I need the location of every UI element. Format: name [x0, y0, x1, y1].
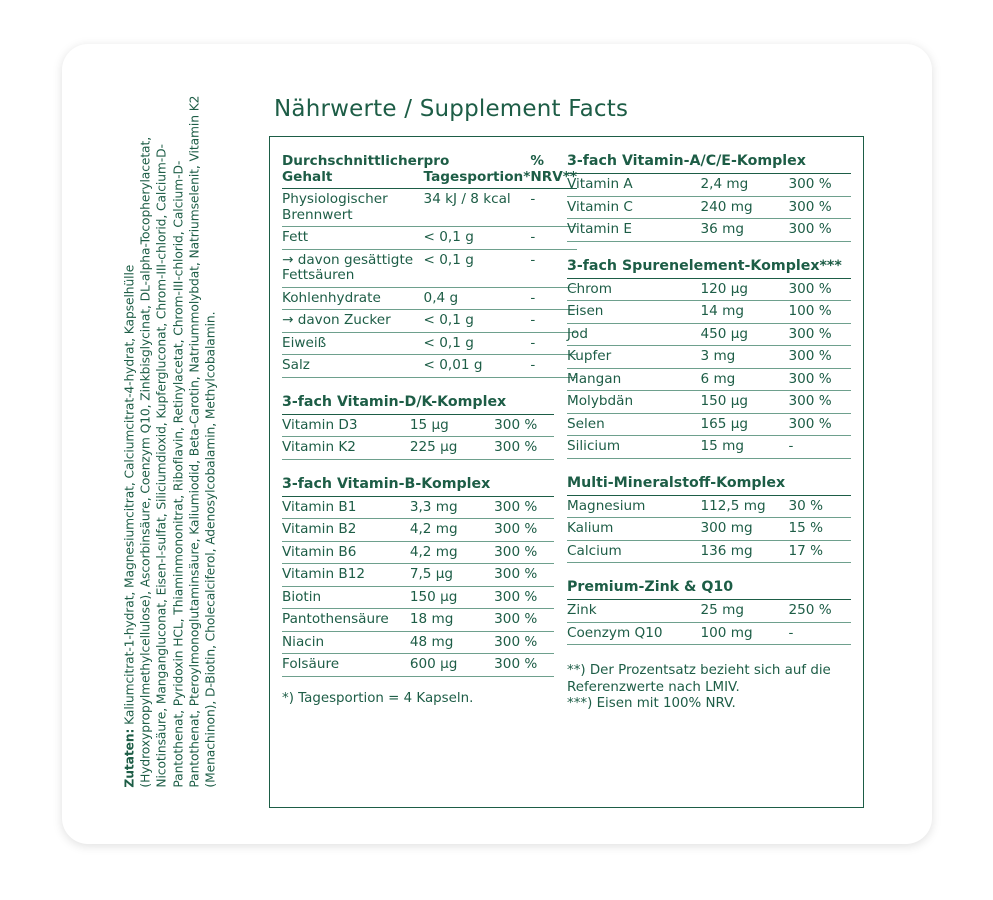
nutrient-amount: < 0,1 g [424, 332, 531, 355]
nutrient-amount: 6 mg [700, 368, 788, 391]
nutrient-amount: < 0,1 g [424, 249, 531, 287]
nutrient-nrv: 300 % [494, 609, 554, 632]
nutrient-amount: 14 mg [700, 301, 788, 324]
table-row [567, 196, 851, 219]
table-row [567, 174, 851, 196]
nutrient-amount: 34 kJ / 8 kcal [424, 189, 531, 227]
footnote-iron: ***) Eisen mit 100% NRV. [567, 696, 736, 711]
nutrient-name: Silicium [567, 436, 700, 459]
group-spacer [282, 378, 554, 392]
nutrient-nrv: 300 % [789, 219, 852, 242]
table-row [567, 496, 851, 518]
nutrient-nrv: 300 % [789, 196, 852, 219]
supplement-label-card [62, 44, 932, 844]
table-row [282, 437, 554, 460]
nutrient-nrv: 300 % [789, 346, 852, 369]
group-table [282, 497, 554, 677]
table-row [567, 368, 851, 391]
nutrient-name: Vitamin A [567, 174, 700, 196]
table-row [567, 323, 851, 346]
nutrient-nrv: 300 % [789, 174, 852, 196]
nutrient-amount: 225 µg [410, 437, 494, 460]
nutrient-nrv: - [530, 189, 577, 227]
nutrient-nrv: 30 % [789, 496, 852, 518]
footnote-nrv: **) Der Prozentsatz bezieht sich auf die Referenzwerte nach LMIV. [567, 663, 831, 695]
header-col-nutrient: Durchschnittlicher Gehalt [282, 151, 424, 189]
footnote-daily-portion: *) Tagesportion = 4 Kapseln. [282, 690, 474, 706]
nutrient-amount: 3 mg [700, 346, 788, 369]
nutrient-amount: < 0,01 g [424, 355, 531, 378]
nutrient-name: Eisen [567, 301, 700, 324]
nutrient-nrv: - [789, 436, 852, 459]
nutrient-name: → davon Zucker [282, 310, 424, 333]
nutrient-name: Chrom [567, 279, 700, 301]
nutrient-nrv: 300 % [494, 586, 554, 609]
nutrient-amount: 0,4 g [424, 287, 531, 310]
table-header-row [282, 151, 577, 189]
nutrient-name: Vitamin B6 [282, 541, 410, 564]
group-spacer [567, 563, 851, 577]
group-spacer [282, 460, 554, 474]
group-table [567, 279, 851, 459]
header-col-nrv: % NRV** [530, 151, 577, 189]
nutrient-nrv: - [789, 622, 852, 645]
group-heading: 3-fach Vitamin-D/K-Komplex [282, 392, 554, 415]
nutrient-nrv: 300 % [494, 654, 554, 677]
table-row [282, 332, 577, 355]
nutrient-name: Kupfer [567, 346, 700, 369]
group-spacer [567, 459, 851, 473]
nutrient-amount: 150 µg [700, 391, 788, 414]
nutrient-amount: 136 mg [700, 540, 788, 563]
nutrient-amount: 240 mg [700, 196, 788, 219]
nutrient-name: Pantothensäure [282, 609, 410, 632]
table-row [282, 287, 577, 310]
nutrient-name: Calcium [567, 540, 700, 563]
nutrient-nrv: 300 % [789, 323, 852, 346]
table-row [567, 391, 851, 414]
nutrient-name: Salz [282, 355, 424, 378]
nutrient-amount: 48 mg [410, 631, 494, 654]
nutrient-name: Kalium [567, 518, 700, 541]
nutrient-amount: 18 mg [410, 609, 494, 632]
ingredients-text [121, 88, 218, 788]
nutrient-amount: < 0,1 g [424, 227, 531, 250]
nutrient-nrv: 300 % [789, 279, 852, 301]
group-table [567, 496, 851, 564]
nutrient-name: Selen [567, 413, 700, 436]
nutrient-name: Physiologischer Brennwert [282, 189, 424, 227]
nutrient-name: Vitamin K2 [282, 437, 410, 460]
group-heading: 3-fach Spurenelement-Komplex*** [567, 256, 851, 279]
table-row [282, 227, 577, 250]
table-row [282, 631, 554, 654]
nutrient-nrv: 300 % [494, 497, 554, 519]
nutrient-nrv: 300 % [789, 413, 852, 436]
nutrient-nrv: 300 % [494, 437, 554, 460]
nutrient-name: → davon gesättigte Fettsäuren [282, 249, 424, 287]
header-col-amount: pro Tagesportion* [424, 151, 531, 189]
nutrient-nrv: - [530, 310, 577, 333]
nutrient-name: Molybdän [567, 391, 700, 414]
group-table [567, 174, 851, 242]
table-row [282, 519, 554, 542]
table-row [567, 518, 851, 541]
nutrient-amount: 112,5 mg [700, 496, 788, 518]
table-row [282, 586, 554, 609]
nutrient-amount: 3,3 mg [410, 497, 494, 519]
nutrient-nrv: - [530, 227, 577, 250]
nutrient-name: Mangan [567, 368, 700, 391]
table-row [282, 654, 554, 677]
nutrient-name: Vitamin C [567, 196, 700, 219]
nutrient-amount: 15 µg [410, 415, 494, 437]
ingredients-body: Kaliumcitrat-1-hydrat, Magnesiumcitrat, Calciumcitrat-4-hydrat, Kapselhülle (Hydroxypropylmethylcellulose), Ascorbinsäure, Coenzym Q10, Zinkbisglycinat, DL-alpha-Tocopherylacetat, Nicotinsäure, Mangangluconat, Eisen-l-sulfat, Siliciumdioxid, Kupfergluconat, Chrom-III-chlorid, Calcium-D-Pantothenat, Pyridoxin HCL, Thiaminmononitrat, Riboflavin, Retinylacetat, Chrom-III-chlorid, Calcium-D-Pantothenat, Pteroylmonoglutaminsäure, Kaliumiodid, Beta-Carotin, Natriummolybdat, Natriumselenit, Vitamin K2 (Menachinon), D-Biotin, Cholecalciferol, Adenosylcobalamin, Methylcobalamin. [122, 95, 218, 788]
table-row [282, 497, 554, 519]
nutrient-amount: 4,2 mg [410, 519, 494, 542]
nutrient-name: Vitamin B2 [282, 519, 410, 542]
nutrient-amount: 450 µg [700, 323, 788, 346]
nutrient-amount: 7,5 µg [410, 564, 494, 587]
group-heading: Multi-Mineralstoff-Komplex [567, 473, 851, 496]
nutrient-nrv: - [530, 332, 577, 355]
table-row [567, 346, 851, 369]
nutrient-amount: 2,4 mg [700, 174, 788, 196]
table-row [282, 609, 554, 632]
table-row [282, 541, 554, 564]
facts-right-column [567, 151, 851, 713]
facts-left-column [282, 151, 577, 707]
nutrient-name: Zink [567, 600, 700, 622]
nutrient-nrv: 300 % [494, 631, 554, 654]
nutrient-name: Vitamin B12 [282, 564, 410, 587]
nutrient-name: Vitamin D3 [282, 415, 410, 437]
nutrient-nrv: 300 % [789, 391, 852, 414]
group-heading: 3-fach Vitamin-A/C/E-Komplex [567, 151, 851, 174]
table-row [567, 413, 851, 436]
nutrient-nrv: 15 % [789, 518, 852, 541]
nutrient-name: Folsäure [282, 654, 410, 677]
table-row [567, 622, 851, 645]
nutrient-nrv: 17 % [789, 540, 852, 563]
nutrient-nrv: - [530, 249, 577, 287]
nutrient-nrv: 300 % [494, 415, 554, 437]
table-row [282, 189, 577, 227]
nutrient-name: Jod [567, 323, 700, 346]
nutrient-name: Magnesium [567, 496, 700, 518]
nutrient-name: Fett [282, 227, 424, 250]
table-row [282, 249, 577, 287]
nutrient-nrv: - [530, 287, 577, 310]
table-row [282, 310, 577, 333]
nutrient-nrv: 100 % [789, 301, 852, 324]
nutrient-nrv: - [530, 355, 577, 378]
supplement-facts-table [269, 136, 864, 808]
group-table [282, 415, 554, 460]
table-row [282, 415, 554, 437]
nutrient-name: Biotin [282, 586, 410, 609]
table-row [567, 600, 851, 622]
ingredients-label: Zutaten: [122, 728, 137, 788]
table-row [567, 436, 851, 459]
nutrient-amount: < 0,1 g [424, 310, 531, 333]
nutrient-name: Niacin [282, 631, 410, 654]
nutrient-nrv: 250 % [789, 600, 852, 622]
table-row [282, 564, 554, 587]
nutrient-name: Coenzym Q10 [567, 622, 700, 645]
base-nutrients-table [282, 151, 577, 378]
nutrient-name: Vitamin B1 [282, 497, 410, 519]
nutrient-amount: 15 mg [700, 436, 788, 459]
nutrient-amount: 36 mg [700, 219, 788, 242]
nutrient-name: Eiweiß [282, 332, 424, 355]
nutrient-amount: 4,2 mg [410, 541, 494, 564]
table-row [282, 355, 577, 378]
page-title: Nährwerte / Supplement Facts [274, 96, 629, 122]
nutrient-amount: 120 µg [700, 279, 788, 301]
nutrient-name: Kohlenhydrate [282, 287, 424, 310]
nutrient-nrv: 300 % [494, 519, 554, 542]
group-spacer [567, 242, 851, 256]
group-table [567, 600, 851, 645]
group-heading: 3-fach Vitamin-B-Komplex [282, 474, 554, 497]
table-row [567, 279, 851, 301]
nutrient-amount: 25 mg [700, 600, 788, 622]
nutrient-nrv: 300 % [494, 541, 554, 564]
nutrient-amount: 600 µg [410, 654, 494, 677]
table-row [567, 219, 851, 242]
nutrient-amount: 165 µg [700, 413, 788, 436]
nutrient-amount: 100 mg [700, 622, 788, 645]
nutrient-name: Vitamin E [567, 219, 700, 242]
nutrient-nrv: 300 % [789, 368, 852, 391]
nutrient-amount: 150 µg [410, 586, 494, 609]
nutrient-nrv: 300 % [494, 564, 554, 587]
group-heading: Premium-Zink & Q10 [567, 577, 851, 600]
table-row [567, 540, 851, 563]
table-row [567, 301, 851, 324]
nutrient-amount: 300 mg [700, 518, 788, 541]
